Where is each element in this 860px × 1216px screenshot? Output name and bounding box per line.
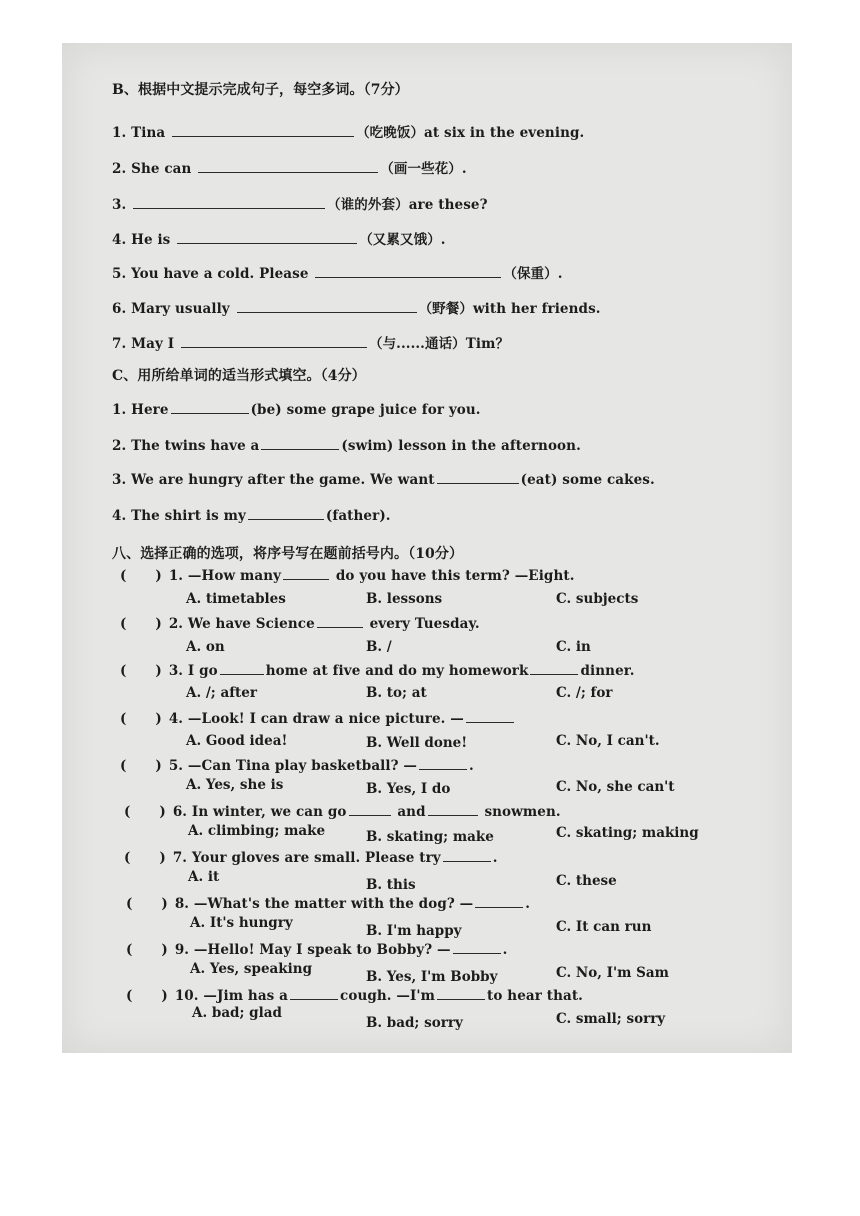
answer-blank[interactable] [198,160,378,173]
exam-page [62,43,792,1053]
answer-blank[interactable] [248,507,324,520]
option-c: C. subjects [556,591,639,607]
answer-blank[interactable] [283,567,329,580]
option-a: A. /; after [186,685,257,701]
answer-parentheses[interactable]: ( ) [120,616,162,632]
option-a: A. bad; glad [192,1005,282,1021]
mc-question-4: ( ) 4. —Look! I can draw a nice picture. — [120,710,516,727]
answer-blank[interactable] [349,803,391,816]
answer-parentheses[interactable]: ( ) [124,850,166,866]
option-a: A. Yes, she is [186,777,284,793]
answer-parentheses[interactable]: ( ) [126,988,168,1004]
answer-parentheses[interactable]: ( ) [126,942,168,958]
answer-parentheses[interactable]: ( ) [124,804,166,820]
option-c: C. in [556,639,591,655]
answer-blank[interactable] [317,615,363,628]
option-c: C. these [556,873,617,889]
answer-blank[interactable] [177,231,357,244]
option-b: B. Yes, I do [366,781,451,797]
option-c: C. No, I can't. [556,733,660,749]
c-item-1: 1. Here (be) some grape juice for you. [112,402,481,418]
b-item-5: 5. You have a cold. Please （保重）. [112,266,563,282]
answer-blank[interactable] [315,265,501,278]
answer-blank[interactable] [419,757,467,770]
answer-blank[interactable] [290,987,338,1000]
option-b: B. skating; make [366,829,494,845]
option-a: A. it [188,869,220,885]
answer-parentheses[interactable]: ( ) [120,663,162,679]
option-b: B. I'm happy [366,923,462,939]
c-item-3: 3. We are hungry after the game. We want (eat) some cakes. [112,472,655,488]
answer-blank[interactable] [530,662,578,675]
b-item-1: 1. Tina （吃晚饭）at six in the evening. [112,125,585,141]
b-item-7: 7. May I （与......通话）Tim？ [112,336,510,352]
answer-blank[interactable] [181,335,367,348]
answer-blank[interactable] [220,662,264,675]
b-item-2: 2. She can （画一些花）. [112,161,467,177]
option-b: B. this [366,877,416,893]
answer-parentheses[interactable]: ( ) [120,758,162,774]
b-item-6: 6. Mary usually （野餐）with her friends. [112,301,601,317]
answer-blank[interactable] [437,987,485,1000]
b-item-3: 3. （谁的外套）are these? [112,197,488,213]
section-eight-heading: 八、选择正确的选项，将序号写在题前括号内。（10分） [112,546,464,562]
section-b-heading: B、根据中文提示完成句子，每空多词。（7分） [112,82,409,98]
option-b: B. Well done! [366,735,468,751]
option-a: A. It's hungry [190,915,293,931]
option-b: B. to; at [366,685,427,701]
answer-parentheses[interactable]: ( ) [126,896,168,912]
option-c: C. It can run [556,919,652,935]
c-item-4: 4. The shirt is my (father). [112,508,391,524]
option-c: C. /; for [556,685,613,701]
answer-blank[interactable] [172,124,354,137]
mc-question-9: ( ) 9. —Hello! May I speak to Bobby? — . [126,942,508,958]
answer-parentheses[interactable]: ( ) [120,711,162,727]
section-c-heading: C、用所给单词的适当形式填空。（4分） [112,368,366,384]
mc-question-8: ( ) 8. —What's the matter with the dog? — . [126,896,531,912]
option-a: A. on [186,639,225,655]
answer-blank[interactable] [437,471,519,484]
mc-question-3: ( ) 3. I go home at five and do my homework dinner. [120,663,635,679]
option-a: A. Yes, speaking [190,961,313,977]
answer-blank[interactable] [133,196,325,209]
answer-blank[interactable] [261,437,339,450]
mc-question-10: ( ) 10. —Jim has a cough. —I'm to hear that. [126,988,583,1004]
mc-question-1: ( ) 1. —How many do you have this term? —Eight. [120,568,575,584]
mc-question-5: ( ) 5. —Can Tina play basketball? — . [120,758,474,774]
answer-blank[interactable] [453,941,501,954]
mc-question-6: ( ) 6. In winter, we can go and snowmen. [124,804,561,820]
option-a: A. timetables [186,591,286,607]
option-b: B. bad; sorry [366,1015,463,1031]
answer-blank[interactable] [475,895,523,908]
option-b: B. / [366,639,392,655]
option-c: C. small; sorry [556,1011,666,1027]
answer-parentheses[interactable]: ( ) [120,568,162,584]
mc-question-2: ( ) 2. We have Science every Tuesday. [120,616,480,632]
option-c: C. No, she can't [556,779,675,795]
answer-blank[interactable] [428,803,478,816]
option-b: B. lessons [366,591,443,607]
option-a: A. Good idea! [186,733,288,749]
b-item-4: 4. He is （又累又饿）. [112,232,446,248]
option-c: C. No, I'm Sam [556,965,669,981]
answer-blank[interactable] [443,849,491,862]
mc-question-7: ( ) 7. Your gloves are small. Please try . [124,850,498,866]
option-a: A. climbing; make [188,823,326,839]
option-c: C. skating; making [556,825,699,841]
option-b: B. Yes, I'm Bobby [366,969,498,985]
c-item-2: 2. The twins have a (swim) lesson in the afternoon. [112,438,581,454]
answer-blank[interactable] [237,300,417,313]
answer-blank[interactable] [171,401,249,414]
answer-blank[interactable] [466,710,514,723]
